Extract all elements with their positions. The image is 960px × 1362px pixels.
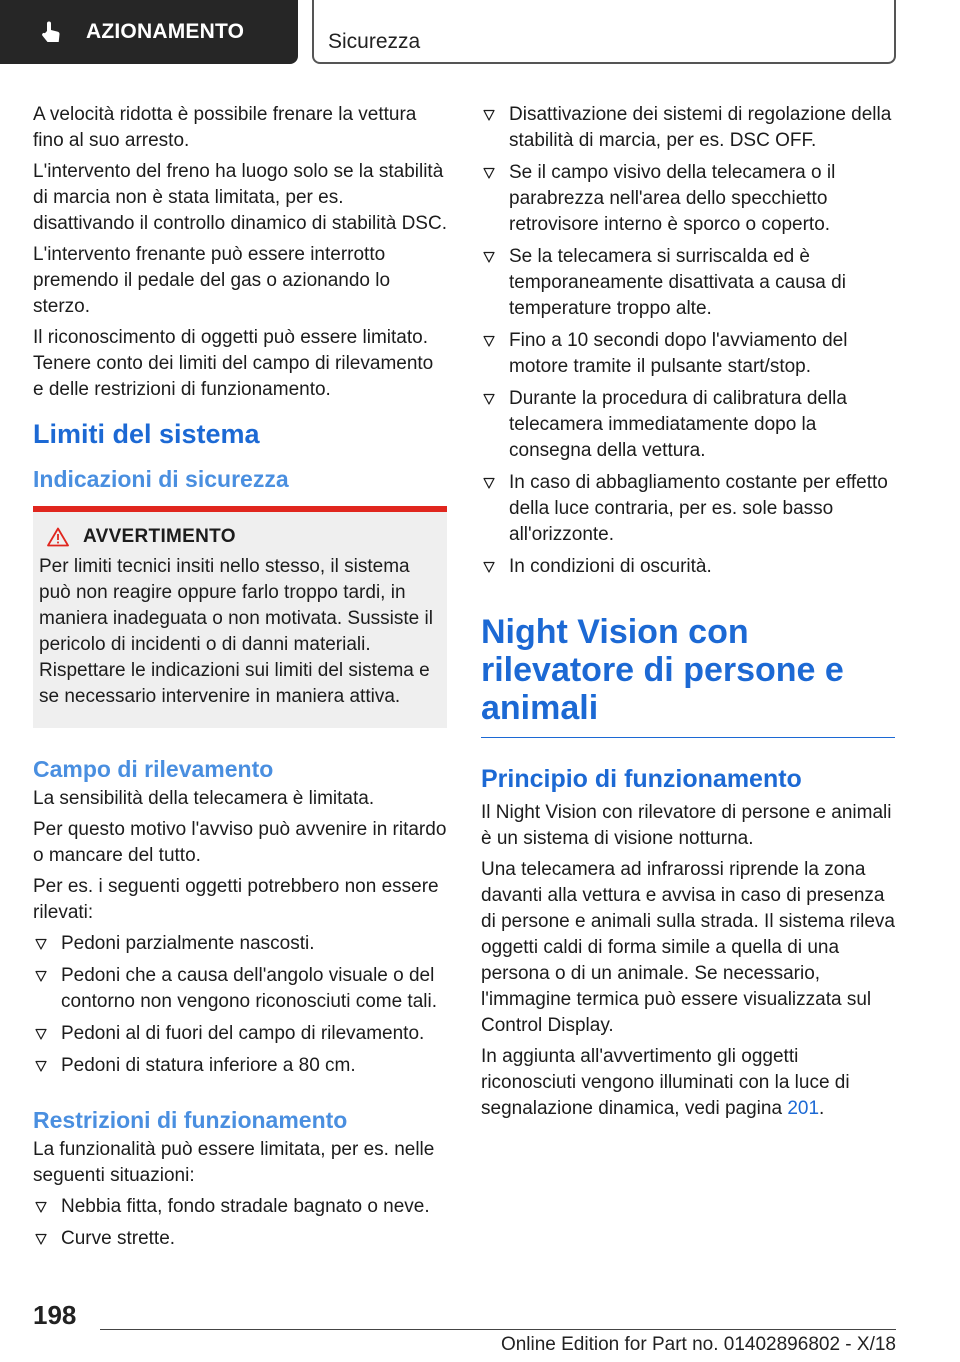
paragraph: Una telecamera ad infrarossi riprende la zona davanti alla vettura e avvisa in caso di presenza di persone e animali sulla strada. Il sistema rileva oggetti caldi di forma simile a quella di una persona o di un animale. Se necessario, l'immagine termica può essere visualizzata sul Control Display. bbox=[481, 859, 895, 1036]
edition-note: Online Edition for Part no. 01402896802 - X/18 bbox=[500, 1334, 896, 1355]
list-item: Pedoni che a causa dell'angolo visuale o del contorno non vengono riconosciuti come tali. bbox=[33, 963, 447, 1015]
paragraph: Per es. i seguenti oggetti potrebbero non essere rilevati: bbox=[33, 876, 439, 923]
list-item: Se la telecamera si surriscalda ed è temporaneamente disattivata a causa di temperature troppo alte. bbox=[481, 244, 895, 322]
triangle-bullet-icon bbox=[483, 477, 495, 489]
paragraph: L'intervento frenante può essere interrotto premendo il pedale del gas o azionando lo sterzo. bbox=[33, 244, 391, 317]
paragraph: L'intervento del freno ha luogo solo se la stabilità di marcia non è stata limitata, per es. disattivando il controllo dinamico di stabilità DSC. bbox=[33, 161, 447, 234]
chapter-tab bbox=[0, 0, 298, 64]
warning-triangle-icon bbox=[47, 527, 69, 547]
triangle-bullet-icon bbox=[483, 167, 495, 179]
section-title: Sicurezza bbox=[328, 30, 421, 53]
list-item: Pedoni al di fuori del campo di rilevamento. bbox=[33, 1021, 447, 1047]
triangle-bullet-icon bbox=[483, 109, 495, 121]
chapter-title: AZIONAMENTO bbox=[86, 20, 245, 43]
triangle-bullet-icon bbox=[35, 1060, 47, 1072]
list-item: In condizioni di oscurità. bbox=[481, 554, 895, 580]
paragraph: La funzionalità può essere limitata, per es. nelle seguenti situazioni: bbox=[33, 1139, 435, 1186]
footer-divider bbox=[100, 1329, 896, 1330]
triangle-bullet-icon bbox=[35, 938, 47, 950]
restrictions-list bbox=[33, 1194, 447, 1252]
restrictions-list-continued bbox=[481, 102, 895, 580]
principle-heading: Principio di funzionamento bbox=[481, 765, 802, 793]
list-item: Pedoni di statura inferiore a 80 cm. bbox=[33, 1053, 447, 1079]
page-number: 198 bbox=[33, 1300, 77, 1330]
triangle-bullet-icon bbox=[35, 1028, 47, 1040]
list-item: Se il campo visivo della telecamera o il parabrezza nell'area dello specchietto retrovisore interno è sporco o coperto. bbox=[481, 160, 895, 238]
list-item: Fino a 10 secondi dopo l'avviamento del motore tramite il pulsante start/stop. bbox=[481, 328, 895, 380]
paragraph: A velocità ridotta è possibile frenare la vettura fino al suo arresto. bbox=[33, 104, 417, 151]
list-item: Durante la procedura di calibratura della telecamera immediatamente dopo la consegna della vettura. bbox=[481, 386, 895, 464]
restrictions-heading: Restrizioni di funzionamento bbox=[33, 1107, 348, 1133]
triangle-bullet-icon bbox=[483, 251, 495, 263]
detection-heading: Campo di rilevamento bbox=[33, 756, 274, 782]
paragraph: Il Night Vision con rilevatore di persone e animali è un sistema di visione notturna. bbox=[481, 802, 892, 849]
warning-title: AVVERTIMENTO bbox=[83, 526, 236, 547]
list-item: Disattivazione dei sistemi di regolazione della stabilità di marcia, per es. DSC OFF. bbox=[481, 102, 895, 154]
detection-list bbox=[33, 931, 447, 1079]
paragraph: In aggiunta all'avvertimento gli oggetti riconosciuti vengono illuminati con la luce di segnalazione dinamica, vedi pagina 201. bbox=[481, 1046, 850, 1119]
triangle-bullet-icon bbox=[483, 393, 495, 405]
section-header bbox=[312, 0, 896, 64]
triangle-bullet-icon bbox=[483, 335, 495, 347]
triangle-bullet-icon bbox=[35, 1201, 47, 1213]
triangle-bullet-icon bbox=[35, 1233, 47, 1245]
triangle-bullet-icon bbox=[483, 561, 495, 573]
system-limits-heading: Limiti del sistema bbox=[33, 419, 260, 449]
warning-text: Per limiti tecnici insiti nello stesso, il sistema può non reagire oppure farlo troppo tardi, in maniera inadeguata o non motivata. Sussiste il pericolo di incidenti o di danni materiali. Rispettare le indicazioni sui limiti del sistema e se necessario intervenire in maniera attiva. bbox=[39, 556, 433, 707]
paragraph: La sensibilità della telecamera è limitata. bbox=[33, 788, 375, 809]
triangle-bullet-icon bbox=[35, 970, 47, 982]
paragraph: Per questo motivo l'avviso può avvenire in ritardo o mancare del tutto. bbox=[33, 819, 447, 866]
list-item: In caso di abbagliamento costante per effetto della luce contraria, per es. sole basso all'orizzonte. bbox=[481, 470, 895, 548]
list-item: Curve strette. bbox=[33, 1226, 447, 1252]
left-column bbox=[33, 102, 447, 1258]
safety-heading: Indicazioni di sicurezza bbox=[33, 466, 289, 492]
night-vision-heading: Night Vision con rilevatore di persone e animali bbox=[481, 613, 895, 738]
list-item: Nebbia fitta, fondo stradale bagnato o neve. bbox=[33, 1194, 447, 1220]
list-item: Pedoni parzialmente nascosti. bbox=[33, 931, 447, 957]
page-link[interactable]: 201 bbox=[787, 1098, 820, 1119]
warning-title-row bbox=[39, 526, 437, 548]
warning-box bbox=[33, 506, 447, 728]
hand-pointer-icon bbox=[38, 19, 64, 45]
paragraph: Il riconoscimento di oggetti può essere limitato. Tenere conto dei limiti del campo di rilevamento e delle restrizioni di funzionamento. bbox=[33, 327, 434, 400]
right-column bbox=[481, 102, 895, 1127]
